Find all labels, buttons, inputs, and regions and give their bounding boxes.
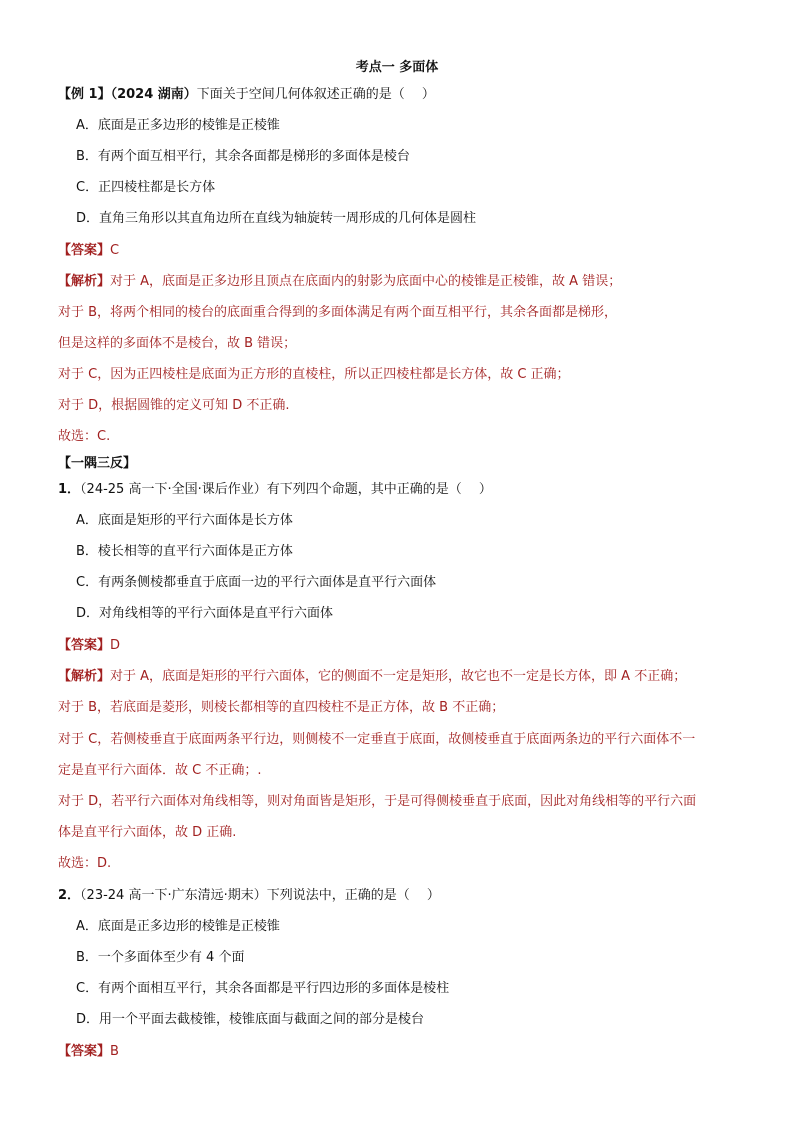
practice-header: 【一隅三反】 — [58, 456, 137, 471]
question-number: 2． — [58, 888, 81, 903]
question-1-analysis-line: 对于 C，若侧棱垂直于底面两条平行边，则侧棱不一定垂直于底面，故侧棱垂直于底面两条边的平行六面体不一 — [58, 732, 696, 747]
question-1-conclusion: 故选：D. — [58, 856, 112, 871]
answer-value: B — [110, 1044, 119, 1059]
question-1-analysis-line: 体是直平行六面体，故 D 正确. — [58, 825, 237, 840]
answer-value: C — [110, 243, 120, 258]
example-source: （2024 湖南） — [110, 87, 197, 102]
question-number: 1． — [58, 482, 81, 497]
example-1-option-c: C．正四棱柱都是长方体 — [76, 180, 216, 195]
example-1-option-b: B．有两个面互相平行，其余各面都是梯形的多面体是棱台 — [76, 149, 410, 164]
example-1-analysis-line: 对于 D，根据圆锥的定义可知 D 不正确. — [58, 398, 290, 413]
question-1-option-a: A．底面是矩形的平行六面体是长方体 — [76, 513, 293, 528]
example-1-option-d: D．直角三角形以其直角边所在直线为轴旋转一周形成的几何体是圆柱 — [76, 211, 477, 226]
example-tag: 【例 1】 — [58, 87, 111, 102]
question-2-answer — [58, 1043, 119, 1061]
example-1-analysis-line: 【解析】对于 A，底面是正多边形且顶点在底面内的射影为底面中心的棱锥是正棱锥，故 A 错误； — [58, 274, 622, 289]
example-1-stem — [58, 86, 435, 104]
question-text: 有下列四个命题，其中正确的是（ ） — [266, 482, 492, 497]
answer-label: 【答案】 — [58, 243, 111, 258]
question-1-option-b: B．棱长相等的直平行六面体是正方体 — [76, 544, 293, 559]
question-source: （23-24 高一下·广东清远·期末） — [80, 888, 267, 903]
question-1-stem — [58, 481, 492, 499]
question-1-option-c: C．有两条侧棱都垂直于底面一边的平行六面体是直平行六面体 — [76, 575, 437, 590]
answer-label: 【答案】 — [58, 638, 111, 653]
question-source: （24-25 高一下·全国·课后作业） — [80, 482, 267, 497]
question-2-option-c: C．有两个面相互平行，其余各面都是平行四边形的多面体是棱柱 — [76, 981, 450, 996]
section-title: 考点一 多面体 — [355, 60, 439, 75]
question-1-answer — [58, 637, 120, 655]
question-1-analysis-line: 【解析】对于 A，底面是矩形的平行六面体，它的侧面不一定是矩形，故它也不一定是长方体，即 A 不正确； — [58, 669, 687, 684]
answer-value: D — [110, 638, 121, 653]
question-1-option-d: D．对角线相等的平行六面体是直平行六面体 — [76, 606, 334, 621]
question-text: 下列说法中，正确的是（ ） — [266, 888, 440, 903]
example-1-analysis-line: 对于 C，因为正四棱柱是底面为正方形的直棱柱，所以正四棱柱都是长方体，故 C 正确； — [58, 367, 570, 382]
example-1-option-a: A．底面是正多边形的棱锥是正棱锥 — [76, 118, 280, 133]
question-2-option-d: D．用一个平面去截棱锥，棱锥底面与截面之间的部分是棱台 — [76, 1012, 425, 1027]
analysis-label: 【解析】 — [58, 274, 111, 289]
example-question: 下面关于空间几何体叙述正确的是（ ） — [196, 87, 435, 102]
example-1-analysis-line: 对于 B，将两个相同的棱台的底面重合得到的多面体满足有两个面互相平行，其余各面都是梯形， — [58, 305, 618, 320]
question-1-analysis-line: 对于 D，若平行六面体对角线相等，则对角面皆是矩形，于是可得侧棱垂直于底面，因此对角线相等的平行六面 — [58, 794, 697, 809]
question-2-option-a: A．底面是正多边形的棱锥是正棱锥 — [76, 919, 280, 934]
question-2-option-b: B．一个多面体至少有 4 个面 — [76, 950, 245, 965]
question-1-analysis-line: 对于 B，若底面是菱形，则棱长都相等的直四棱柱不是正方体，故 B 不正确； — [58, 700, 505, 715]
question-1-analysis-line: 定是直平行六面体．故 C 不正确；. — [58, 763, 262, 778]
answer-label: 【答案】 — [58, 1044, 111, 1059]
question-2-stem — [58, 887, 440, 905]
example-1-conclusion: 故选：C. — [58, 429, 111, 444]
example-1-analysis-line: 但是这样的多面体不是棱台，故 B 错误； — [58, 336, 297, 351]
analysis-label: 【解析】 — [58, 669, 111, 684]
example-1-answer — [58, 242, 119, 260]
